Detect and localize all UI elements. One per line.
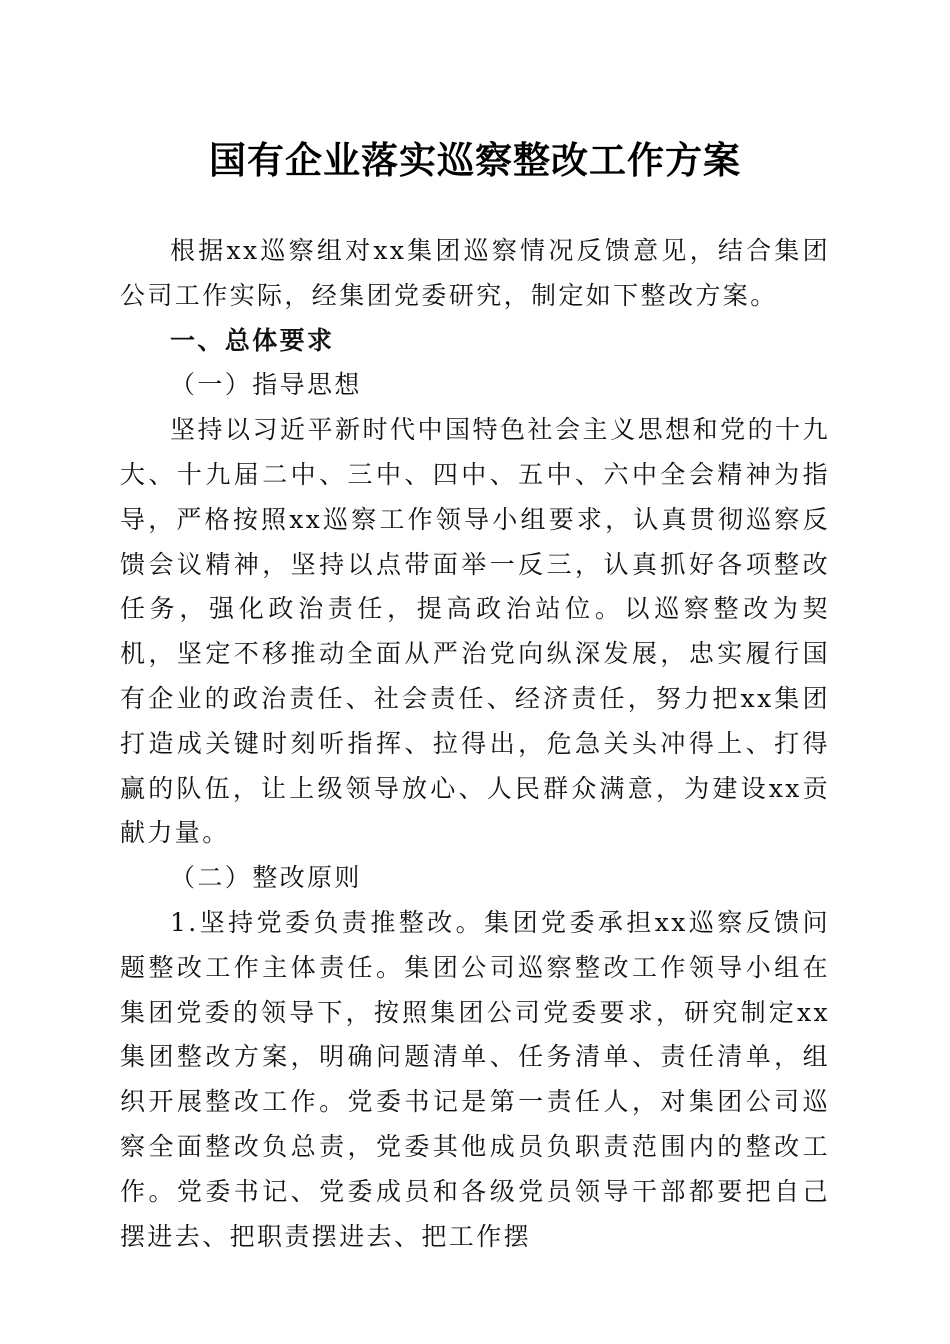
document-body bbox=[120, 229, 830, 1259]
document-title: 国有企业落实巡察整改工作方案 bbox=[209, 138, 741, 182]
section-heading: 一、总体要求 bbox=[170, 325, 335, 355]
intro-paragraph: 根据xx巡察组对xx集团巡察情况反馈意见，结合集团公司工作实际，经集团党委研究，制定如下整改方案。 bbox=[120, 236, 830, 310]
guiding-ideology-paragraph: 坚持以习近平新时代中国特色社会主义思想和党的十九大、十九届二中、三中、四中、五中、六中全会精神为指导，严格按照xx巡察工作领导小组要求，认真贯彻巡察反馈会议精神，坚持以点带面举一反三，认真抓好各项整改任务，强化政治责任，提高政治站位。以巡察整改为契机，坚定不移推动全面从严治党向纵深发展，忠实履行国有企业的政治责任、社会责任、经济责任，努力把xx集团打造成关键时刻听指挥、拉得出，危急关头冲得上、打得赢的队伍，让上级领导放心、人民群众满意，为建设xx贡献力量。 bbox=[120, 415, 830, 848]
subsection-heading: （二）整改原则 bbox=[170, 863, 362, 893]
subsection-heading: （一）指导思想 bbox=[170, 370, 362, 400]
principle-paragraph: 1.坚持党委负责推整改。集团党委承担xx巡察反馈问题整改工作主体责任。集团公司巡察整改工作领导小组在集团党委的领导下，按照集团公司党委要求，研究制定xx集团整改方案，明确问题清单、任务清单、责任清单，组织开展整改工作。党委书记是第一责任人，对集团公司巡察全面整改负总责，党委其他成员负职责范围内的整改工作。党委书记、党委成员和各级党员领导干部都要把自己摆进去、把职责摆进去、把工作摆 bbox=[120, 907, 830, 1251]
